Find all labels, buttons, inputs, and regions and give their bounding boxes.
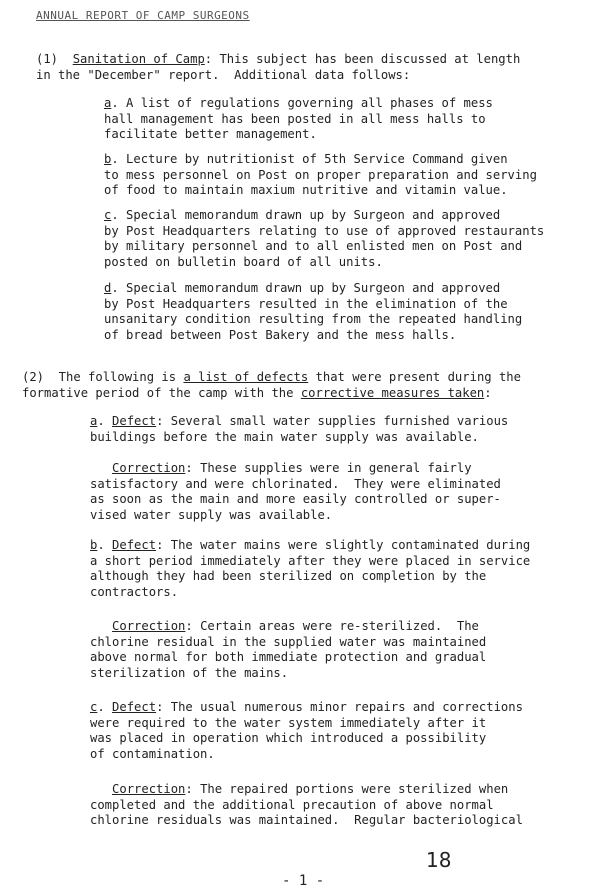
defect-a: a. Defect: Several small water supplies furnished various buildings before the main water supply was available. — [90, 414, 509, 444]
defect-b: b. Defect: The water mains were slightly contaminated during a short period immediately after they were placed in service although they had been sterilized on completion by the contractors. — [90, 538, 531, 599]
page-number: - 1 - — [282, 873, 325, 889]
section-1-intro: (1) Sanitation of Camp: This subject has been discussed at length in the "December" report. Additional data follows: — [36, 52, 521, 82]
correction-a: Correction: These supplies were in general fairly satisfactory and were chlorinated. They were eliminated as soon as the main and more easily controlled or super- vised water supply was available. — [90, 461, 501, 522]
correction-c: Correction: The repaired portions were sterilized when completed and the additional precaution of above normal chlorine residuals was maintained. Regular bacteriological — [90, 782, 523, 827]
correction-b: Correction: Certain areas were re-sterilized. The chlorine residual in the supplied water was maintained above normal for both immediate protection and gradual sterilization of the mains. — [90, 619, 487, 680]
section-1-title: Sanitation of Camp — [72, 52, 205, 66]
section-2-intro: (2) The following is a list of defects that were present during the formative period of the camp with the corrective measures taken: — [22, 370, 521, 400]
section-1-item-d: d. Special memorandum drawn up by Surgeon and approved by Post Headquarters resulted in the elimination of the unsanitary condition resulting from the repeated handling of bread between Post Bakery and the mess halls. — [104, 281, 523, 342]
page-stamp-number: 18 — [426, 848, 452, 872]
defect-c: c. Defect: The usual numerous minor repairs and corrections were required to the water system immediately after it was placed in operation which introduced a possibility of contamination. — [90, 700, 523, 761]
section-1-item-a: a. A list of regulations governing all phases of mess hall management has been posted in all mess halls to facilitate better management. — [104, 96, 493, 141]
report-header: ANNUAL REPORT OF CAMP SURGEONS — [36, 9, 250, 22]
section-1-item-b: b. Lecture by nutritionist of 5th Service Command given to mess personnel on Post on proper preparation and serving of food to maintain maxium nutritive and vitamin value. — [104, 152, 537, 197]
section-1-item-c: c. Special memorandum drawn up by Surgeon and approved by Post Headquarters relating to use of approved restaurants by military personnel and to all enlisted men on Post and posted on bulletin board of all units. — [104, 208, 545, 269]
